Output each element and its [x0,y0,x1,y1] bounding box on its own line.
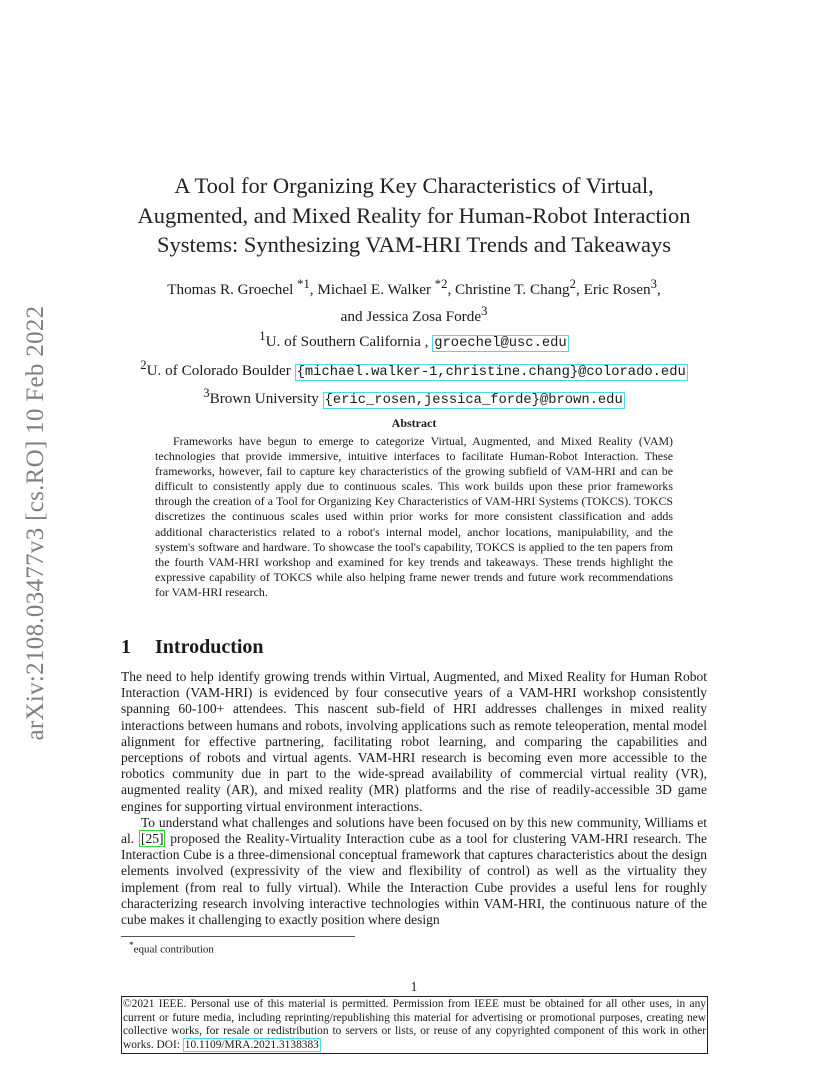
footnote [129,940,214,956]
title-line: Systems: Synthesizing VAM-HRI Trends and Takeaways [156,232,672,257]
copyright-notice [121,996,708,1054]
author-affil-mark: *2 [434,277,448,291]
footnote-rule [121,936,355,937]
author-affil-mark: *1 [297,277,310,291]
author-name: , Christine T. Chang [447,281,570,299]
affiliations [100,326,728,412]
affiliation-line: $^2$U. of Colorado Boulder {michael.walker-1,christine.chang}@colorado.edu [140,357,686,380]
body-text [121,669,707,928]
author-name: and Jessica Zosa Forde [340,307,482,325]
affiliation-line: $^3$Brown University {eric_rosen,jessica_forde}@brown.edu [203,386,623,409]
author-list [110,274,718,327]
email-link[interactable]: {eric_rosen,jessica_forde}@brown.edu [324,393,623,409]
paragraph: To understand what challenges and solutions have been focused on by this new community, Williams et al. [25] proposed the Reality-Virtuality Interaction cube as a tool for clustering VAM-HRI research. The Interaction Cube is a three-dimensional conceptual framework that captures characteristics about the design elements involved (expressivity of the view and flexibility of control) as well as the virtuality they implement (from real to fully virtual). While the Interaction Cube provides a useful lens for roughly characterizing research involving interactive technologies within VAM-HRI, the continuous nature of the cube makes it challenging to exactly position where design [121,814,707,928]
author-line: Thomas R. Groechel $^{*1}$, Michael E. Walker $^{*2}$, Christine T. Chang$^2$, Eric Rosen$^3$, [167,277,661,299]
arxiv-stamp [14,288,58,758]
citation-link[interactable]: [25] [140,831,164,847]
section-heading [121,636,264,659]
author-affil-mark: 2 [569,277,576,291]
title-line: Augmented, and Mixed Reality for Human-Robot Interaction [137,202,691,228]
arxiv-stamp-text: arXiv:2108.03477v3 [cs.RO] 10 Feb 2022 [22,305,49,741]
author-affil-mark: 3 [481,303,488,318]
footnote-text: equal contribution [133,943,214,956]
copyright-text: ©2021 IEEE. Personal use of this material is permitted. Permission from IEEE must be obtained for all other uses, in any current or future media, including reprinting/republishing this material for advertising or promotional purposes, creating new collective works, for resale or redistribution to servers or lists, or reuse of any copyrighted component of this work in other works. DOI: [123,998,706,1051]
author-name: , Michael E. Walker [309,281,431,299]
abstract-heading: Abstract [391,416,437,430]
title-line: A Tool for Organizing Key Characteristics of Virtual, [174,173,654,198]
email-link[interactable]: {michael.walker-1,christine.chang}@colorado.edu [296,364,686,380]
affiliation-line: $^1$U. of Southern California , groechel@usc.edu [259,329,567,352]
author-name: Thomas R. Groechel [167,281,294,299]
paper-title [100,171,728,260]
doi-link[interactable]: 10.1109/MRA.2021.3138383 [184,1038,319,1051]
paragraph: The need to help identify growing trends within Virtual, Augmented, and Mixed Reality for Human Robot Interaction (VAM-HRI) is evidenced by four consecutive years of a VAM-HRI workshop consistently spanning 60-100+ attendees. This nascent sub-field of HRI addresses challenges in mixed reality interactions between humans and robots, involving applications such as remote teleoperation, mental model alignment for effective partnering, facilitating robot learning, and comparing the capabilities and perceptions of robots and virtual agents. VAM-HRI research is becoming even more accessible to the robotics community due in part to the wide-spread availability of commercial virtual reality (VR), augmented reality (AR), and mixed reality (MR) platforms and the rise of readily-accessible 3D game engines for supporting virtual environment interactions. [121,669,707,814]
page-number: 1 [410,979,418,994]
author-name: , Eric Rosen [575,281,651,299]
footnote-mark: * [129,940,134,950]
section-title: Introduction [155,636,264,658]
abstract-body [155,434,673,600]
section-number: 1 [121,636,131,658]
abstract-text: Frameworks have begun to emerge to categorize Virtual, Augmented, and Mixed Reality (VAM) technologies that provide immersive, intuitive interfaces to facilitate Human-Robot Interaction. These frameworks, however, fail to capture key characteristics of the growing subfield of VAM-HRI and can be difficult to consistently apply due to continuous scales. This work builds upon these prior frameworks through the creation of a Tool for Organizing Key Characteristics of VAM-HRI Systems (TOKCS). TOKCS discretizes the continuous scales used within prior works for more consistent classification and adds additional characteristics related to a robot's internal model, anchor locations, manipulability, and the system's software and hardware. To showcase the tool's capability, TOKCS is applied to the ten papers from the fourth VAM-HRI workshop and examined for key trends and takeaways. These trends highlight the expressive capability of TOKCS while also helping frame newer trends and future work recommendations for VAM-HRI research. [155,434,673,599]
email-link[interactable]: groechel@usc.edu [434,336,567,352]
author-affil-mark: 3 [650,277,657,291]
author-line [110,301,718,328]
